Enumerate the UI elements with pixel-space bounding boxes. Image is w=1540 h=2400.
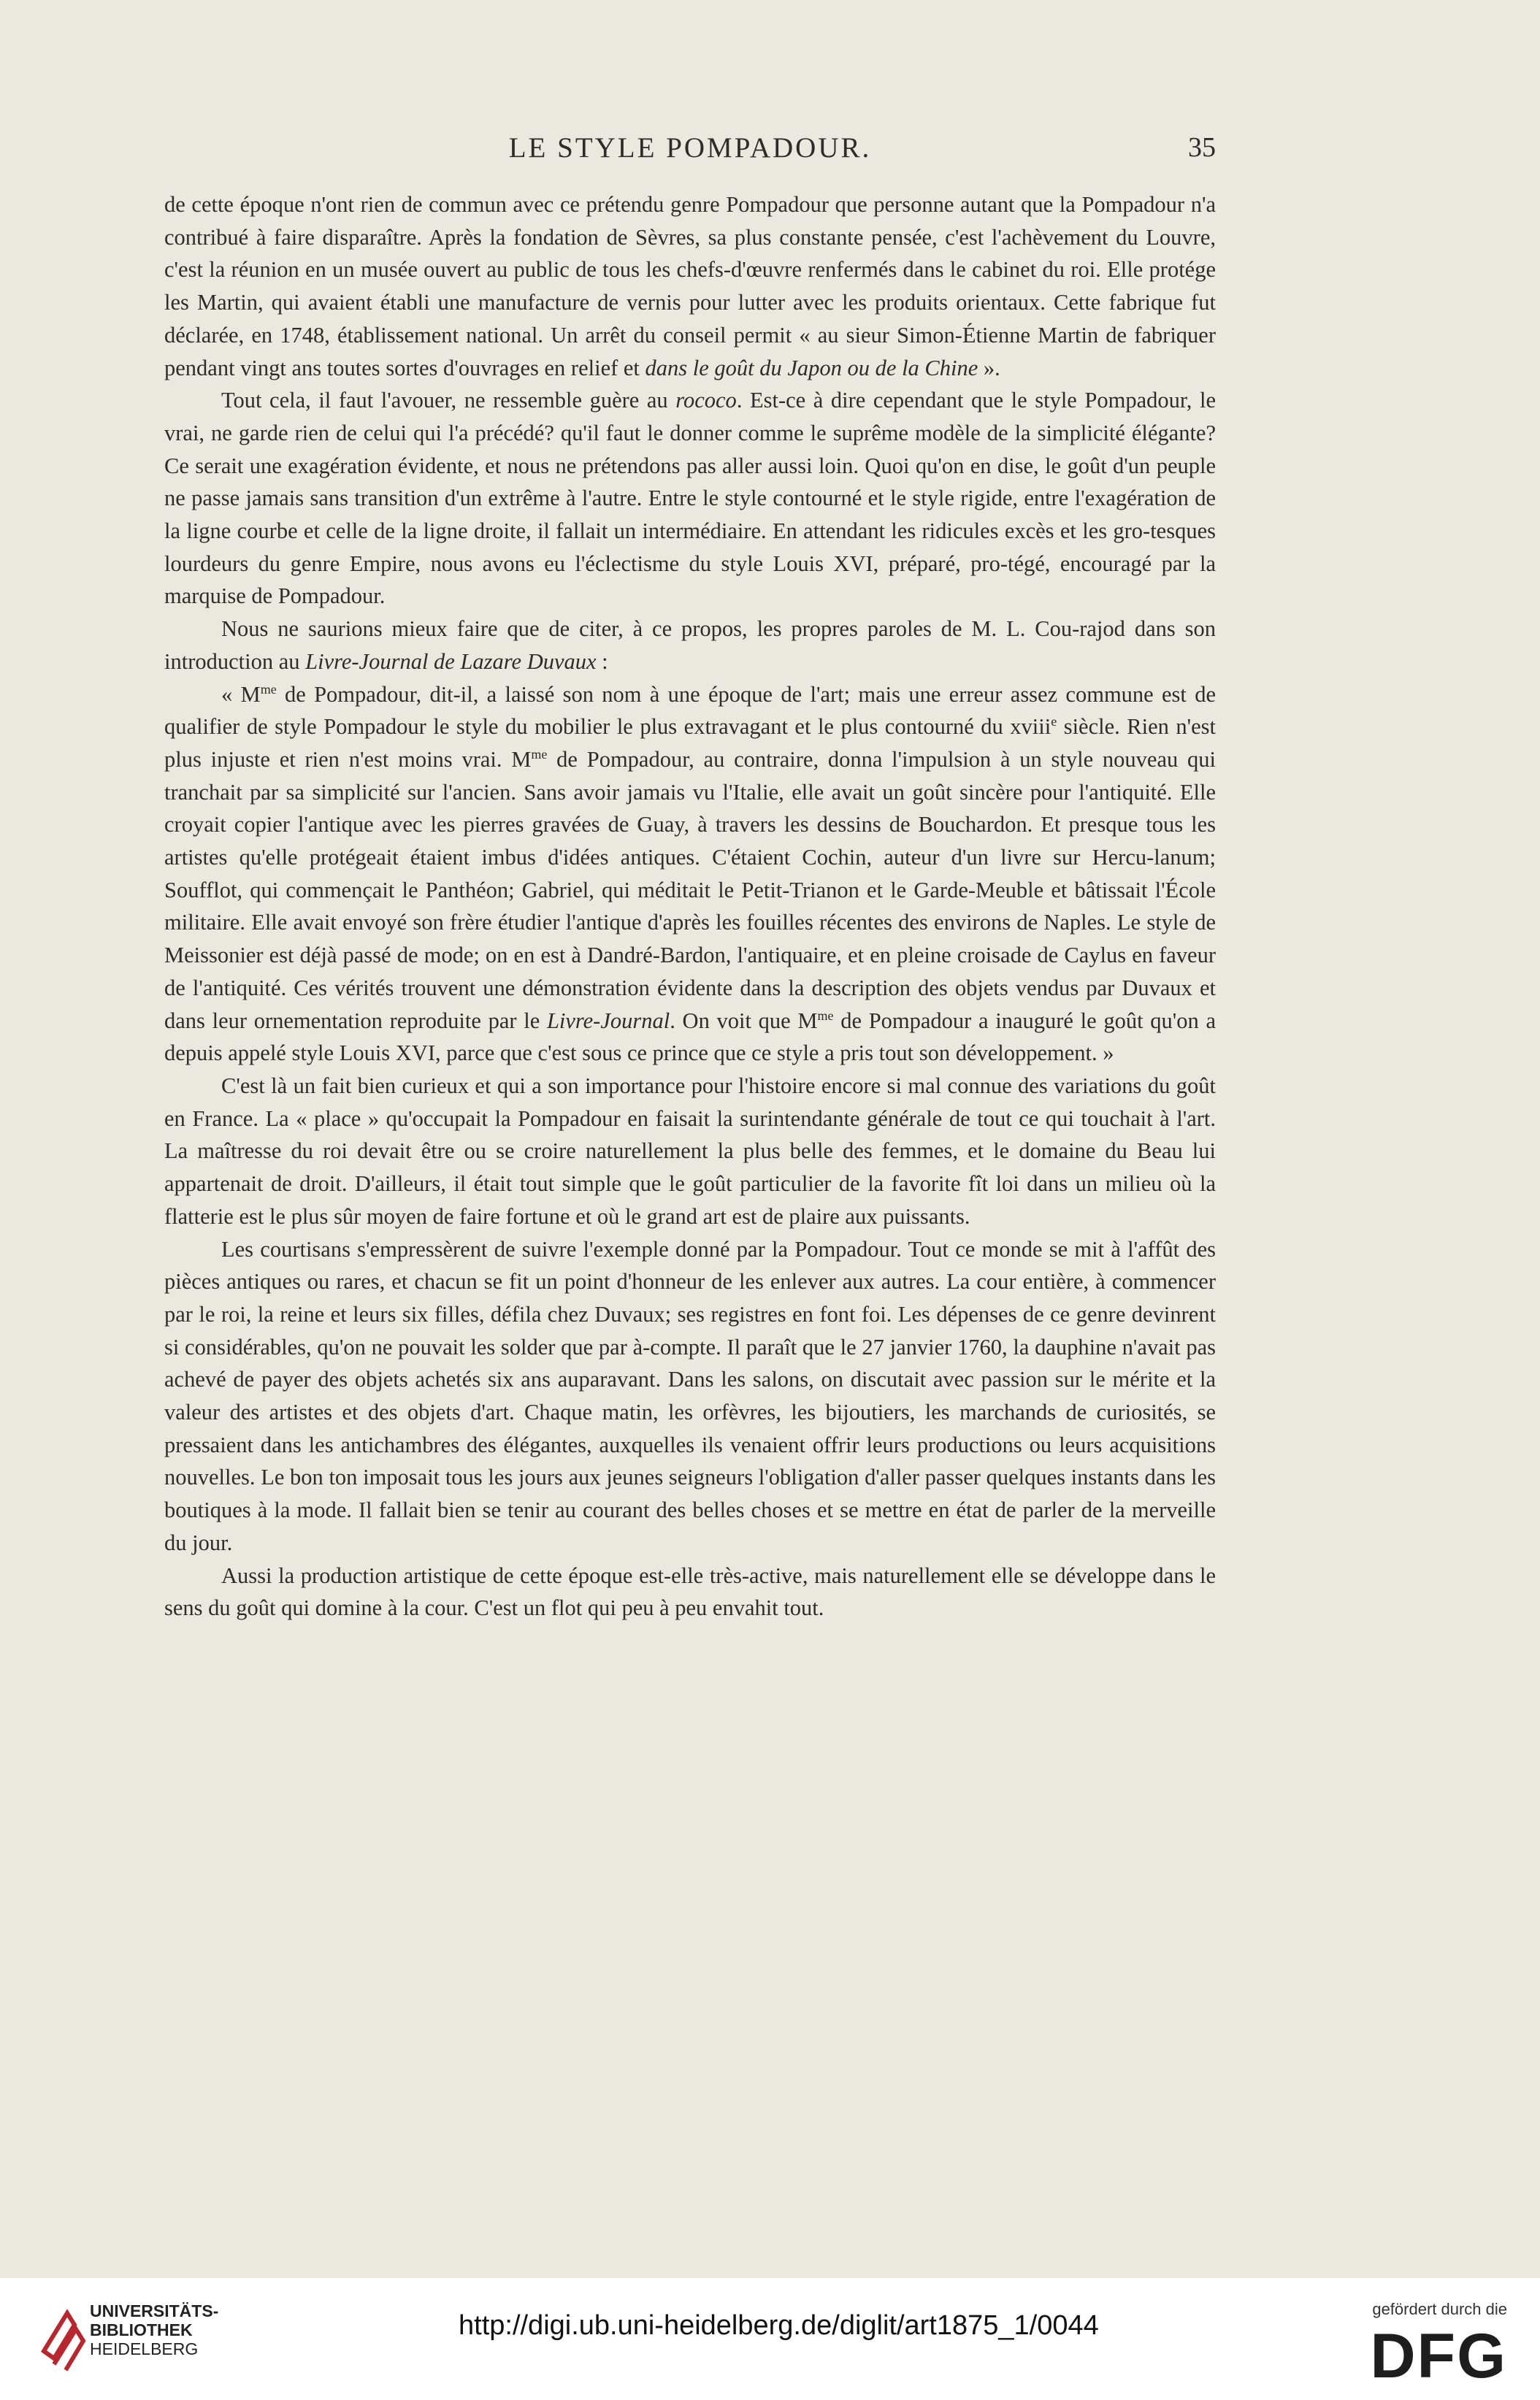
paragraph-5: C'est là un fait bien curieux et qui a son importance pour l'histoire encore si mal connue des variations du goût en France. La « place » qu'occupait la Pompadour en faisait la surintendante générale de tout ce qui touchait à l'art. La maîtresse du roi devait être ou se croire naturellement la plus belle des femmes, et le domaine du Beau lui appartenait de droit. D'ailleurs, il était tout simple que le goût particulier de la favorite fît loi dans un milieu où la flatterie est le plus sûr moyen de faire fortune et où le grand art est de plaire aux puissants.	[164, 1073, 1216, 1229]
permalink-url[interactable]: http://digi.ub.uni-heidelberg.de/diglit/art1875_1/0044	[459, 2310, 1099, 2341]
running-title: LE STYLE POMPADOUR.	[508, 132, 872, 164]
body-text	[164, 188, 1216, 1625]
funded-by-label: gefördert durch die	[1372, 2300, 1507, 2318]
paragraph-7: Aussi la production artistique de cette époque est-elle très-active, mais naturellement elle se développe dans le sens du goût qui domine à la cour. C'est un flot qui peu à peu envahit tout.	[164, 1563, 1216, 1621]
paragraph-2: Tout cela, il faut l'avouer, ne ressemble guère au rococo. Est-ce à dire cependant que le style Pompadour, le vrai, ne garde rien de celui qui l'a précédé? qu'il faut le donner comme le suprême modèle de la simplicité élégante? Ce serait une exagération évidente, et nous ne prétendons pas aller aussi loin. Quoi qu'on en dise, le goût d'un peuple ne passe jamais sans transition d'un extrême à l'autre. Entre le style contourné et le style rigide, entre l'exagération de la ligne courbe et celle de la ligne droite, il fallait un intermédiaire. En attendant les ridicules excès et les gro-tesques lourdeurs du genre Empire, nous avons eu l'éclectisme du style Louis XVI, préparé, pro-tégé, encouragé par la marquise de Pompadour.	[164, 388, 1216, 609]
ub-heidelberg-logo-icon	[38, 2300, 96, 2373]
dfg-logo: DFG	[1370, 2321, 1507, 2391]
paragraph-1: de cette époque n'ont rien de commun avec ce prétendu genre Pompadour que personne autant que la Pompadour n'a contribué à faire disparaître. Après la fondation de Sèvres, sa plus constante pensée, c'est l'achèvement du Louvre, c'est la réunion en un musée ouvert au public de tous les chefs-d'œuvre renfermés dans le cabinet du roi. Elle protége les Martin, qui avaient établi une manufacture de vernis pour lutter avec les produits orientaux. Cette fabrique fut déclarée, en 1748, établissement national. Un arrêt du conseil permit « au sieur Simon-Étienne Martin de fabriquer pendant vingt ans toutes sortes d'ouvrages en relief et dans le goût du Japon ou de la Chine ».	[164, 192, 1216, 380]
paragraph-3: Nous ne saurions mieux faire que de citer, à ce propos, les propres paroles de M. L. Cou-rajod dans son introduction au Livre-Journal de Lazare Duvaux :	[164, 616, 1216, 674]
paragraph-4-quote: « $M^{me}$ de Pompadour, dit-il, a laissé son nom à une époque de l'art; mais une erreur assez commune est de qualifier de style Pompadour le style du mobilier le plus extravagant et le plus contourné du xviii$^e$ siècle. Rien n'est plus injuste et rien n'est moins vrai. $M^{me}$ de Pompadour, au contraire, donna l'impulsion à un style nouveau qui tranchait par sa simplicité sur l'ancien. Sans avoir jamais vu l'Italie, elle avait un goût sincère pour l'antiquité. Elle croyait copier l'antique avec les pierres gravées de Guay, à travers les dessins de Bouchardon. Et presque tous les artistes qu'elle protégeait étaient imbus d'idées antiques. C'étaient Cochin, auteur d'un livre sur Hercu-lanum; Soufflot, qui commençait le Panthéon; Gabriel, qui méditait le Petit-Trianon et le Garde-Meuble et bâtissait l'École militaire. Elle avait envoyé son frère étudier l'antique d'après les fouilles récentes des environs de Naples. Le style de Meissonier est déjà passé de mode; on en est à Dandré-Bardon, l'antiquaire, et en pleine croisade de Caylus en faveur de l'antiquité. Ces vérités trouvent une démonstration évidente dans la description des objets vendus par Duvaux et dans leur ornementation reproduite par le Livre-Journal. On voit que $M^{me}$ de Pompadour a inauguré le goût qu'on a depuis appelé style Louis XVI, parce que c'est sous ce prince que ce style a pris tout son développement. »	[164, 681, 1216, 1066]
library-name: UNIVERSITÄTS- BIBLIOTHEK HEIDELBERG	[90, 2301, 219, 2358]
page-header	[164, 131, 1216, 175]
digitization-footer	[0, 2278, 1540, 2400]
page-number: 35	[1188, 132, 1216, 163]
paragraph-6: Les courtisans s'empressèrent de suivre l'exemple donné par la Pompadour. Tout ce monde se mit à l'affût des pièces antiques ou rares, et chacun se fit un point d'honneur de les enlever aux autres. La cour entière, à commencer par le roi, la reine et leurs six filles, défila chez Duvaux; ses registres en font foi. Les dépenses de ce genre devinrent si considérables, qu'on ne pouvait les solder que par à-compte. Il paraît que le 27 janvier 1760, la dauphine n'avait pas achevé de payer des objets achetés six ans auparavant. Dans les salons, on discutait avec passion sur le mérite et la valeur des artistes et des objets d'art. Chaque matin, les orfèvres, les bijoutiers, les marchands de curiosités, se pressaient dans les antichambres des élégantes, auxquelles ils venaient offrir leurs productions ou leurs acquisitions nouvelles. Le bon ton imposait tous les jours aux jeunes seigneurs l'obligation d'aller passer quelques instants dans les boutiques à la mode. Il fallait bien se tenir au courant des belles choses et se mettre en état de parler de la merveille du jour.	[164, 1236, 1216, 1555]
